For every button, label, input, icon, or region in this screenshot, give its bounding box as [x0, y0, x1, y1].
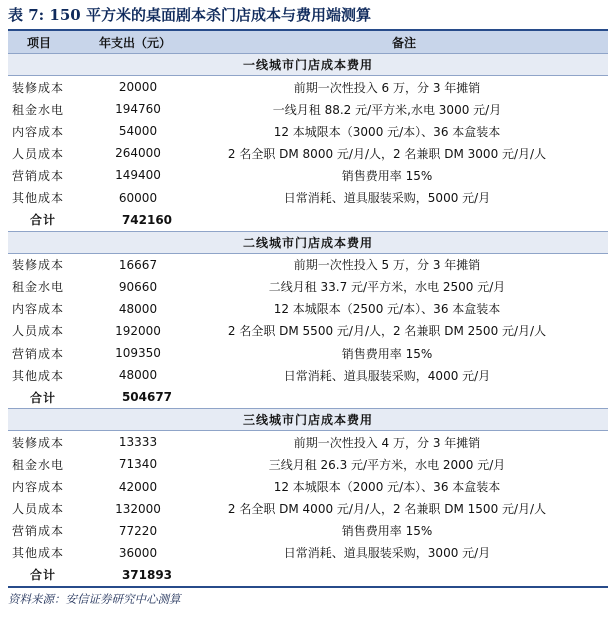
total-row [8, 386, 608, 408]
row-value: 16667 [118, 257, 158, 272]
total-label: 合计 [30, 213, 57, 228]
table-row [8, 476, 608, 498]
table-row [8, 320, 608, 342]
table-row [8, 164, 608, 186]
row-note: 前期一次性投入 4 万，分 3 年摊销 [293, 435, 481, 450]
table-row [8, 431, 608, 453]
row-note: 2 名全职 DM 4000 元/月/人，2 名兼职 DM 1500 元/月/人 [227, 502, 547, 517]
row-value: 77220 [118, 523, 158, 538]
row-item: 装修成本 [12, 435, 65, 450]
row-value: 36000 [118, 545, 158, 560]
section-header: 二线城市门店成本费用 [8, 231, 608, 254]
row-value: 192000 [115, 323, 161, 338]
table-row [8, 498, 608, 520]
row-note: 12 本城限本（2500 元/本）、36 本盒装本 [273, 302, 501, 317]
section-header: 一线城市门店成本费用 [8, 53, 608, 76]
section-header: 三线城市门店成本费用 [8, 408, 608, 431]
row-item: 内容成本 [12, 302, 65, 317]
row-note: 前期一次性投入 6 万，分 3 年摊销 [293, 80, 481, 95]
table-row [8, 254, 608, 276]
row-value: 71340 [118, 457, 158, 472]
table-row [8, 276, 608, 298]
row-item: 租金水电 [12, 102, 65, 117]
row-value: 194760 [115, 102, 161, 117]
total-row [8, 209, 608, 231]
row-item: 内容成本 [12, 124, 65, 139]
row-item: 租金水电 [12, 457, 65, 472]
table-body [8, 53, 608, 586]
row-item: 人员成本 [12, 502, 65, 517]
header-annual: 年支出（元） [98, 35, 171, 50]
header-note: 备注 [391, 35, 416, 50]
row-item: 其他成本 [12, 191, 65, 206]
row-item: 内容成本 [12, 480, 65, 495]
table-row [8, 453, 608, 475]
table-header [8, 29, 608, 53]
table-title: 表 7: 150 平方米的桌面剧本杀门店成本与费用端测算 [8, 6, 371, 24]
cost-table [8, 29, 608, 586]
table-row [8, 98, 608, 120]
row-note: 12 本城限本（3000 元/本）、36 本盒装本 [273, 124, 501, 139]
row-note: 12 本城限本（2000 元/本）、36 本盒装本 [273, 480, 501, 495]
row-note: 2 名全职 DM 5500 元/月/人，2 名兼职 DM 2500 元/月/人 [227, 324, 547, 339]
table-row [8, 342, 608, 364]
row-note: 销售费用率 15% [341, 346, 433, 361]
row-item: 装修成本 [12, 80, 65, 95]
table-row [8, 520, 608, 542]
row-note: 前期一次性投入 5 万，分 3 年摊销 [293, 258, 481, 273]
row-note: 二线月租 33.7 元/平方米，水电 2500 元/月 [268, 280, 506, 295]
row-value: 60000 [118, 190, 158, 205]
row-note: 日常消耗、道具服装采购，3000 元/月 [283, 546, 491, 561]
row-item: 人员成本 [12, 324, 65, 339]
total-value: 742160 [121, 212, 173, 227]
table-row [8, 76, 608, 98]
row-note: 日常消耗、道具服装采购，4000 元/月 [283, 368, 491, 383]
row-value: 132000 [115, 501, 161, 516]
row-value: 109350 [115, 346, 161, 361]
row-value: 149400 [115, 168, 161, 183]
row-item: 营销成本 [12, 168, 65, 183]
row-value: 13333 [118, 435, 158, 450]
table-row [8, 120, 608, 142]
row-item: 其他成本 [12, 546, 65, 561]
table-row [8, 142, 608, 164]
row-value: 48000 [118, 368, 158, 383]
row-value: 20000 [118, 80, 158, 95]
row-value: 42000 [118, 479, 158, 494]
row-note: 销售费用率 15% [341, 524, 433, 539]
row-item: 营销成本 [12, 524, 65, 539]
row-note: 三线月租 26.3 元/平方米，水电 2000 元/月 [268, 457, 506, 472]
row-item: 装修成本 [12, 258, 65, 273]
row-item: 其他成本 [12, 368, 65, 383]
total-row [8, 564, 608, 586]
total-label: 合计 [30, 390, 57, 405]
row-note: 一线月租 88.2 元/平方米,水电 3000 元/月 [272, 102, 502, 117]
row-value: 264000 [115, 146, 161, 161]
row-note: 2 名全职 DM 8000 元/月/人，2 名兼职 DM 3000 元/月/人 [227, 146, 547, 161]
header-item: 项目 [26, 35, 51, 50]
row-item: 租金水电 [12, 280, 65, 295]
row-value: 54000 [118, 124, 158, 139]
row-note: 销售费用率 15% [341, 168, 433, 183]
total-value: 504677 [121, 390, 173, 405]
table-row [8, 364, 608, 386]
table-row [8, 298, 608, 320]
source-note: 资料来源：安信证券研究中心测算 [8, 586, 608, 607]
row-note: 日常消耗、道具服装采购，5000 元/月 [283, 191, 491, 206]
table-row [8, 542, 608, 564]
total-value: 371893 [121, 567, 173, 582]
row-item: 营销成本 [12, 346, 65, 361]
table-row [8, 186, 608, 208]
row-value: 48000 [118, 301, 158, 316]
total-label: 合计 [30, 568, 57, 583]
row-value: 90660 [118, 279, 158, 294]
row-item: 人员成本 [12, 146, 65, 161]
